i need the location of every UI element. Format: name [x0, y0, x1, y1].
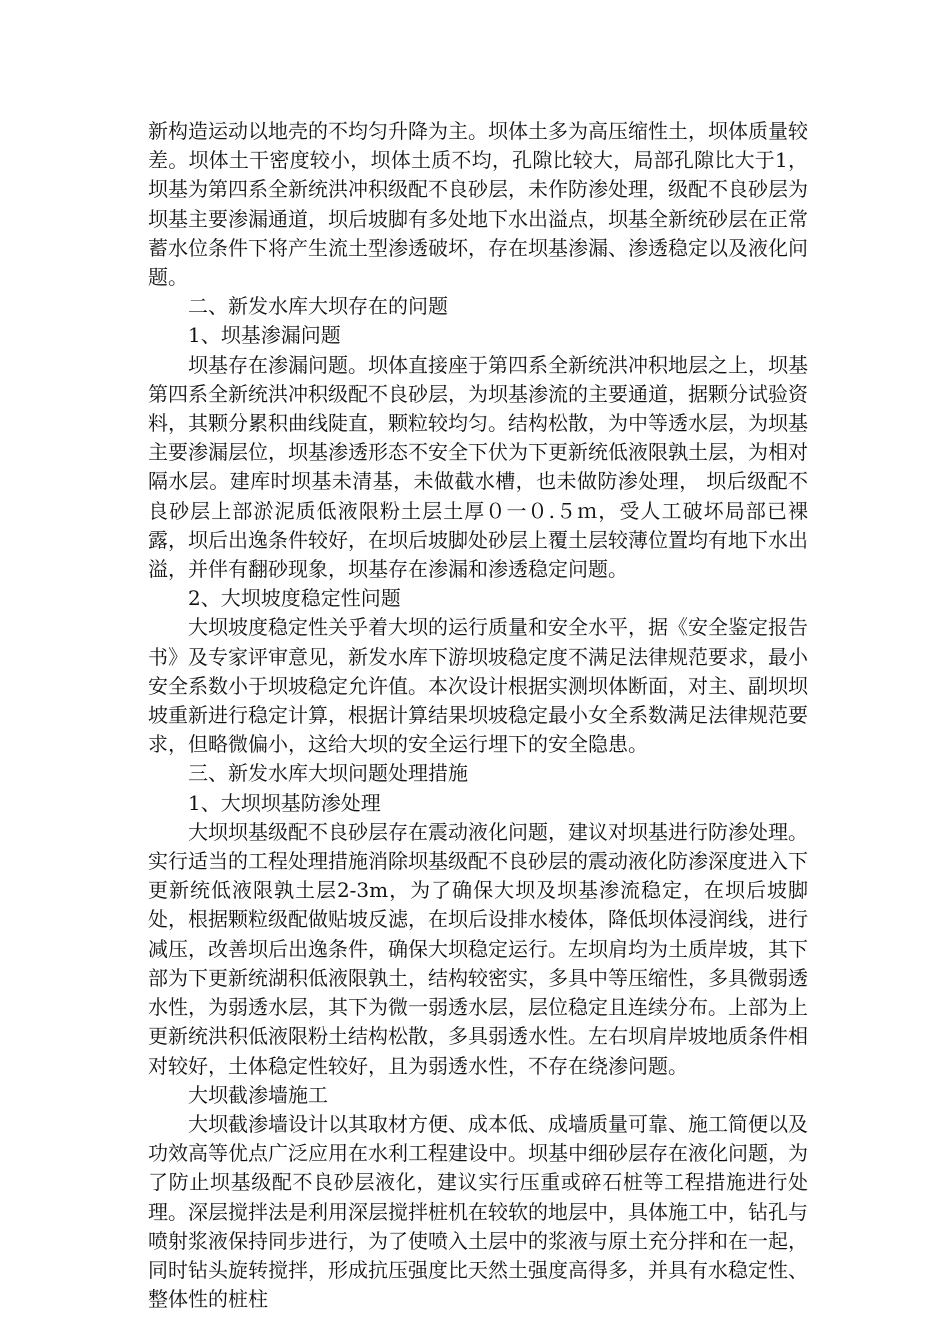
paragraph-cutoff-wall: 大坝截渗墙设计以其取材方便、成本低、成墙质量可靠、施工简便以及功效高等优点广泛应用在水利工程建设中。坝基中细砂层存在液化问题，为了防止坝基级配不良砂层液化，建议实行压重或碎石桩等工程措施进行处理。深层搅拌法是利用深层搅拌桩机在较软的地层中，具体施工中，钻孔与喷射浆液保持同步进行，为了使喷入土层中的浆液与原土充分拌和在一起，同时钻头旋转搅拌，形成抗压强度比天然土强度高得多，并具有水稳定性、整体性的桩柱 [148, 1111, 808, 1312]
document-body [148, 117, 808, 1314]
paragraph-seepage: 坝基存在渗漏问题。坝体直接座于第四系全新统洪冲积地层之上，坝基第四系全新统洪冲积级配不良砂层，为坝基渗流的主要通道，据颗分试验资料，其颗分累积曲线陡直，颗粒较均匀。结构松散，为中等透水层，为坝基主要渗漏层位，坝基渗透形态不安全下伏为下更新统低液限孰土层，为相对隔水层。建库时坝基未清基，未做截水槽，也未做防渗处理， 坝后级配不良砂层上部淤泥质低液限粉土层土厚０一０.５ｍ，受人工破坏局部已裸露，坝后出逸条件较好，在坝后坡脚处砂层上覆土层较薄位置均有地下水出溢，并伴有翻砂现象，坝基存在渗漏和渗透稳定问题。 [148, 352, 808, 582]
section-heading-2: 二、新发水库大坝存在的问题 [188, 294, 448, 319]
section-heading-3: 三、新发水库大坝问题处理措施 [188, 761, 468, 786]
paragraph-intro-continued: 新构造运动以地壳的不均匀升降为主。坝体土多为高压缩性土，坝体质量较差。坝体土干密度较小，坝体土质不均，孔隙比较大，局部孔隙比大于1，坝基为第四系全新统洪冲积级配不良砂层，未作防渗处理，级配不良砂层为坝基主要渗漏通道，坝后坡脚有多处地下水出溢点，坝基全新统砂层在正常蓄水位条件下将产生流土型渗透破坏，存在坝基渗漏、渗透稳定以及液化问题。 [148, 119, 808, 290]
paragraph-slope-stability: 大坝坡度稳定性关乎着大坝的运行质量和安全水平，据《安全鉴定报告书》及专家评审意见，新发水库下游坝坡稳定度不满足法律规范要求，最小安全系数小于坝坡稳定允许值。本次设计根据实测坝体断面，对主、副坝坝坡重新进行稳定计算，根据计算结果坝坡稳定最小女全系数满足法律规范要求，但略微偏小，这给大坝的安全运行埋下的安全隐患。 [148, 615, 808, 757]
subheading-2-2: 2、大坝坡度稳定性问题 [188, 586, 401, 611]
subheading-cutoff-wall: 大坝截渗墙施工 [188, 1082, 328, 1107]
subheading-3-1: 1、大坝坝基防渗处理 [188, 790, 381, 815]
paragraph-foundation-treatment: 大坝坝基级配不良砂层存在震动液化问题，建议对坝基进行防渗处理。实行适当的工程处理措施消除坝基级配不良砂层的震动液化防渗深度进入下更新统低液限孰土层2-3m，为了确保大坝及坝基渗流稳定，在坝后坡脚处，根据颗粒级配做贴坡反滤，在坝后设排水棱体，降低坝体浸润线，进行减压，改善坝后出逸条件，确保大坝稳定运行。左坝肩均为土质岸坡，其下部为下更新统湖积低液限孰土，结构较密实，多具中等压缩性，多具微弱透水性，为弱透水层，其下为微一弱透水层，层位稳定且连续分布。上部为上更新统洪积低液限粉土结构松散，多具弱透水性。左右坝肩岸坡地质条件相对较好，土体稳定性较好，且为弱透水性，不存在绕渗问题。 [148, 819, 808, 1078]
subheading-2-1: 1、坝基渗漏问题 [188, 323, 341, 348]
